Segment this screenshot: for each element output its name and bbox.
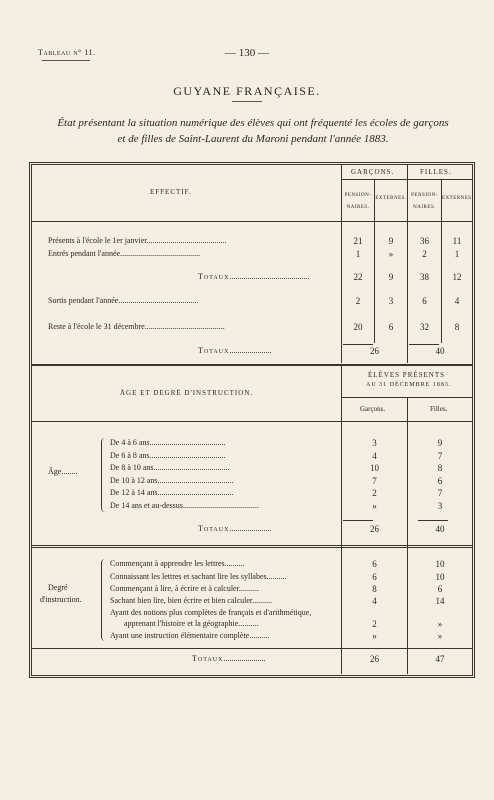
total-rule — [409, 344, 439, 345]
degre-group-label-1: Degré — [48, 583, 68, 592]
row-line — [341, 397, 472, 398]
col-line — [374, 180, 375, 343]
degre-row-label: Sachant bien lire, bien écrire et bien calculer.......... — [110, 596, 273, 605]
garcons-pens-value: 21 — [353, 236, 363, 246]
age-row-label: De 12 à 14 ans...................................... — [110, 488, 234, 497]
document-title: GUYANE FRANÇAISE. — [173, 84, 321, 98]
row-line — [32, 221, 472, 222]
filles-pens-value: 32 — [420, 322, 429, 332]
age-row-label: De 4 à 6 ans...................................... — [110, 438, 226, 447]
page-number: — 130 — — [225, 47, 269, 59]
effectif-row-label: Présents à l'école le 1er janvier........................................ — [48, 236, 227, 245]
effectif-row-label: Entrés pendant l'année........................................ — [48, 249, 201, 258]
filles-ext-value: 8 — [454, 322, 460, 332]
row-label-text: De 12 à 14 ans — [110, 488, 158, 497]
total-rule — [343, 344, 373, 345]
degre-row-label: Commençant à apprendre les lettres.......... — [110, 559, 245, 568]
age-filles-value: 8 — [437, 463, 443, 473]
age-filles-value: 7 — [437, 450, 443, 461]
age-row-label: De 14 ans et au-dessus...................................... — [110, 500, 259, 510]
garcons-pens-value: 2 — [355, 296, 361, 306]
present-heading-2: AU 31 DÉCEMBRE 1883. — [366, 382, 452, 388]
age-garcons-value: 3 — [372, 438, 377, 448]
age-group-label: Âge........ — [48, 467, 78, 476]
degre-total-garcons: 26 — [370, 654, 379, 664]
present-heading-1: ÉLÈVES PRÉSENTS — [368, 371, 446, 379]
row-label-text: De 14 ans et au-dessus — [110, 500, 183, 510]
section-divider — [32, 364, 472, 366]
row-label-text: Reste à l'école le 31 décembre — [48, 322, 145, 331]
effectif-row-label: Sortis pendant l'année........................................ — [48, 296, 199, 305]
garcons-ext-value: » — [388, 249, 394, 259]
effectif-total-garcons: 26 — [370, 346, 379, 356]
externes-heading-g: EXTERNES. — [375, 196, 407, 201]
row-line — [32, 547, 472, 548]
degre-garcons-value: 6 — [372, 559, 377, 569]
degre-total-label: Totaux..................... — [192, 654, 266, 663]
garcons-col-label: Garçons. — [360, 405, 386, 413]
row-label-text: apprenant l'histoire et la géographie — [124, 619, 239, 628]
header-rule — [42, 60, 90, 61]
degre-row-label: apprenant l'histoire et la géographie.......... — [124, 619, 259, 628]
degre-garcons-value: 6 — [372, 572, 377, 582]
garcons-pens-value: 1 — [355, 249, 361, 259]
pensionnaires-heading-g: PENSION-NAIRES. — [344, 193, 372, 210]
garcons-pens-value: 20 — [353, 322, 363, 332]
row-label-text: Ayant des notions plus complètes de français et d'arithmétique, — [110, 608, 312, 617]
garcons-ext-value: 3 — [388, 296, 394, 306]
age-total-filles: 40 — [435, 524, 445, 534]
row-label-text: Commençant à lire, à écrire et à calculer — [110, 584, 239, 593]
degre-filles-value: 6 — [437, 584, 443, 594]
degre-garcons-value: » — [372, 631, 377, 641]
effectif-row-label: Reste à l'école le 31 décembre........................................ — [48, 322, 225, 331]
garcons-ext-value: 9 — [388, 236, 394, 246]
age-filles-value: 7 — [437, 488, 443, 498]
row-label-text: De 8 à 10 ans — [110, 463, 154, 472]
filles-ext-value: 12 — [452, 272, 462, 282]
filles-pens-value: 38 — [420, 272, 429, 282]
age-filles-value: 3 — [437, 500, 443, 511]
filles-pens-value: 6 — [422, 296, 427, 306]
degre-garcons-value: 2 — [372, 619, 377, 629]
filles-ext-value: 11 — [452, 236, 462, 246]
row-label-text: Connaissant les lettres et sachant lire les syllabes — [110, 572, 267, 581]
row-label-text: Sachant bien lire, bien écrire et bien calculer — [110, 596, 253, 605]
table-number: Tableau n° 11. — [38, 48, 96, 57]
filles-heading: FILLES. — [420, 168, 452, 176]
col-line — [441, 180, 442, 343]
filles-ext-value: 4 — [454, 296, 460, 306]
age-garcons-value: 2 — [372, 488, 377, 498]
age-row-label: De 10 à 12 ans...................................... — [110, 475, 234, 485]
age-row-label: De 8 à 10 ans...................................... — [110, 463, 230, 472]
filles-pens-value: 36 — [420, 236, 429, 246]
degre-filles-value: 14 — [435, 596, 445, 606]
document-subtitle — [28, 115, 478, 147]
externes-heading-f: EXTERNES. — [442, 196, 474, 201]
total-rule — [343, 520, 373, 521]
filles-col-label: Filles. — [430, 405, 448, 413]
degre-row-label — [110, 608, 311, 617]
garcons-ext-value: 9 — [388, 272, 394, 282]
total-rule — [418, 520, 448, 521]
age-garcons-value: 7 — [372, 475, 377, 486]
garcons-heading: GARÇONS. — [351, 168, 395, 176]
degre-group-label-2: d'instruction. — [40, 595, 82, 604]
age-total-garcons: 26 — [370, 524, 379, 534]
degre-garcons-value: 4 — [372, 596, 377, 606]
effectif-total-label: Totaux..................... — [198, 346, 272, 355]
subtitle-line-1: État présentant la situation numérique des élèves qui ont fréquenté les écoles de garçons — [57, 117, 449, 129]
row-label-text: De 6 à 8 ans — [110, 450, 150, 460]
row-line — [32, 421, 472, 422]
row-label-text: Commençant à apprendre les lettres — [110, 559, 225, 568]
effectif-row-label: Totaux........................................ — [198, 272, 310, 281]
age-total-label: Totaux..................... — [198, 524, 272, 533]
effectif-heading: EFFECTIF. — [150, 188, 192, 196]
row-label-text: De 10 à 12 ans — [110, 475, 158, 485]
row-label-text: Entrés pendant l'année — [48, 249, 121, 258]
garcons-pens-value: 22 — [353, 272, 363, 282]
effectif-total-filles: 40 — [435, 346, 445, 356]
garcons-ext-value: 6 — [388, 322, 394, 332]
age-garcons-value: 4 — [372, 450, 377, 461]
pensionnaires-heading-f: PENSION-NAIRES. — [411, 193, 438, 210]
age-garcons-value: » — [372, 500, 377, 511]
row-line — [32, 545, 472, 546]
degre-row-label: Ayant une instruction élémentaire complète.......... — [110, 631, 270, 640]
age-heading: ÂGE ET DEGRÉ D'INSTRUCTION. — [120, 389, 254, 397]
degre-garcons-value: 8 — [372, 584, 377, 594]
subtitle-line-2: et de filles de Saint-Laurent du Maroni pendant l'année 1883. — [117, 133, 389, 145]
title-rule — [232, 101, 262, 102]
degre-brace — [101, 559, 106, 641]
filles-pens-value: 2 — [422, 249, 427, 259]
row-label-text: Sortis pendant l'année — [48, 296, 119, 305]
degre-total-filles: 47 — [435, 654, 445, 664]
degre-filles-value: 10 — [435, 572, 445, 582]
age-garcons-value: 10 — [370, 463, 379, 473]
row-label-text: Ayant une instruction élémentaire complète — [110, 631, 250, 640]
age-filles-value: 9 — [437, 438, 443, 448]
age-filles-value: 6 — [437, 475, 443, 486]
degre-row-label: Connaissant les lettres et sachant lire les syllabes.......... — [110, 572, 287, 581]
row-line — [32, 648, 472, 649]
degre-filles-value: » — [437, 619, 443, 629]
degre-row-label: Commençant à lire, à écrire et à calculer.......... — [110, 584, 259, 593]
row-label-text: Totaux — [198, 272, 230, 281]
degre-filles-value: 10 — [435, 559, 445, 569]
row-line — [341, 179, 472, 180]
row-label-text: Présents à l'école le 1er janvier — [48, 236, 147, 245]
row-label-text: De 4 à 6 ans — [110, 438, 150, 447]
age-brace — [101, 438, 106, 512]
degre-filles-value: » — [437, 631, 443, 641]
filles-ext-value: 1 — [454, 249, 460, 259]
age-row-label: De 6 à 8 ans...................................... — [110, 450, 226, 460]
